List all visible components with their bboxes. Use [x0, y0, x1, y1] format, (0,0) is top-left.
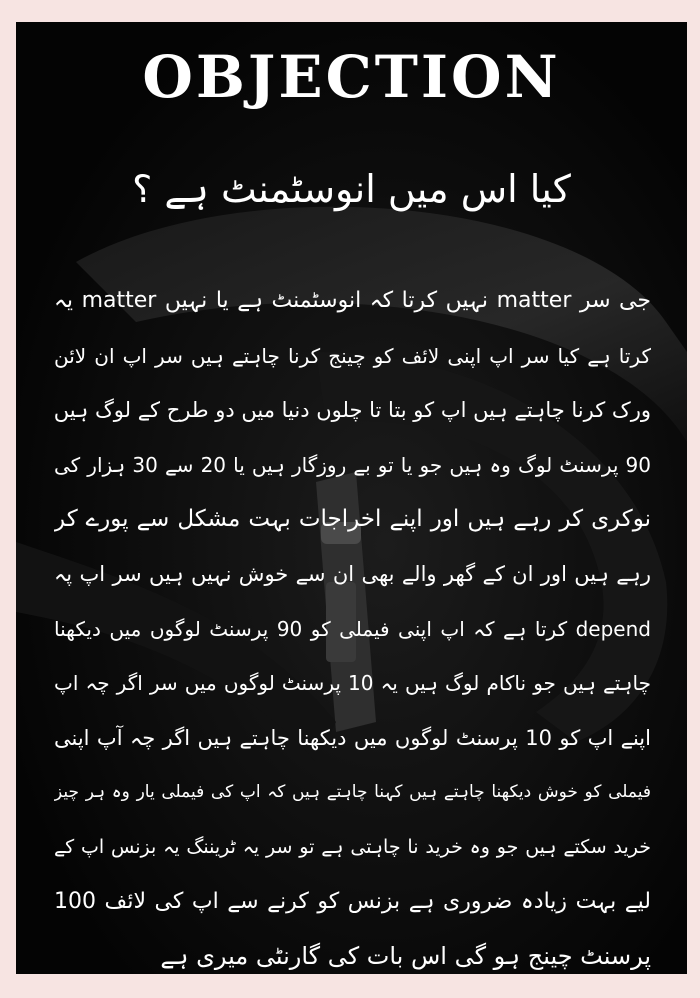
- text-line: کرتا ہے کیا سر اپ اپنی لائف کو چینج کرنا چاہتے ہیں سر اپ ان لائن: [54, 343, 651, 368]
- poster: [16, 22, 687, 974]
- text-line: چاہتے ہیں جو ناکام لوگ ہیں یہ 10 پرسنٹ لوگوں میں سر اگر چہ اپ: [54, 671, 651, 696]
- text-line: نوکری کر رہے ہیں اور اپنے اخراجات بہت مشکل سے پورے کر: [54, 506, 651, 533]
- text-line: ورک کرنا چاہتے ہیں اپ کو بتا تا چلوں دنیا میں دو طرح کے لوگ ہیں: [54, 398, 651, 423]
- body-text: [54, 274, 651, 974]
- text-line: لیے بہت زیادہ ضروری ہے بزنس کو کرنے سے اپ کی لائف 100: [54, 888, 651, 914]
- question-heading: کیا اس میں انوسٹمنٹ ہے ؟: [132, 167, 571, 211]
- text-line: depend کرتا ہے کہ اپ اپنی فیملی کو 90 پرسنٹ لوگوں میں دیکھنا: [54, 616, 651, 641]
- text-line: اپنے اپ کو 10 پرسنٹ لوگوں میں دیکھنا چاہتے ہیں اگر چہ آپ اپنی: [54, 725, 651, 750]
- text-line: رہے ہیں اور ان کے گھر والے بھی ان سے خوش نہیں ہیں سر اپ پہ: [54, 561, 651, 586]
- text-line: فیملی کو خوش دیکھنا چاہتے ہیں کہنا چاہتے ہیں کہ اپ کی فیملی یار وہ ہر چیز: [54, 782, 651, 803]
- text-line: 90 پرسنٹ لوگ وہ ہیں جو یا تو بے روزگار ہیں یا 20 سے 30 ہزار کی: [54, 452, 651, 477]
- text-line: جی سر matter نہیں کرتا کہ انوسٹمنٹ ہے یا نہیں matter یہ: [54, 288, 651, 313]
- text-line: خرید سکتے ہیں جو وہ خرید نا چاہتی ہے تو سر یہ ٹریننگ یہ بزنس اپ کے: [54, 835, 651, 858]
- page-title: OBJECTION: [142, 43, 561, 111]
- text-line: پرسنٹ چینج ہو گی اس بات کی گارنٹی میری ہے: [160, 942, 651, 971]
